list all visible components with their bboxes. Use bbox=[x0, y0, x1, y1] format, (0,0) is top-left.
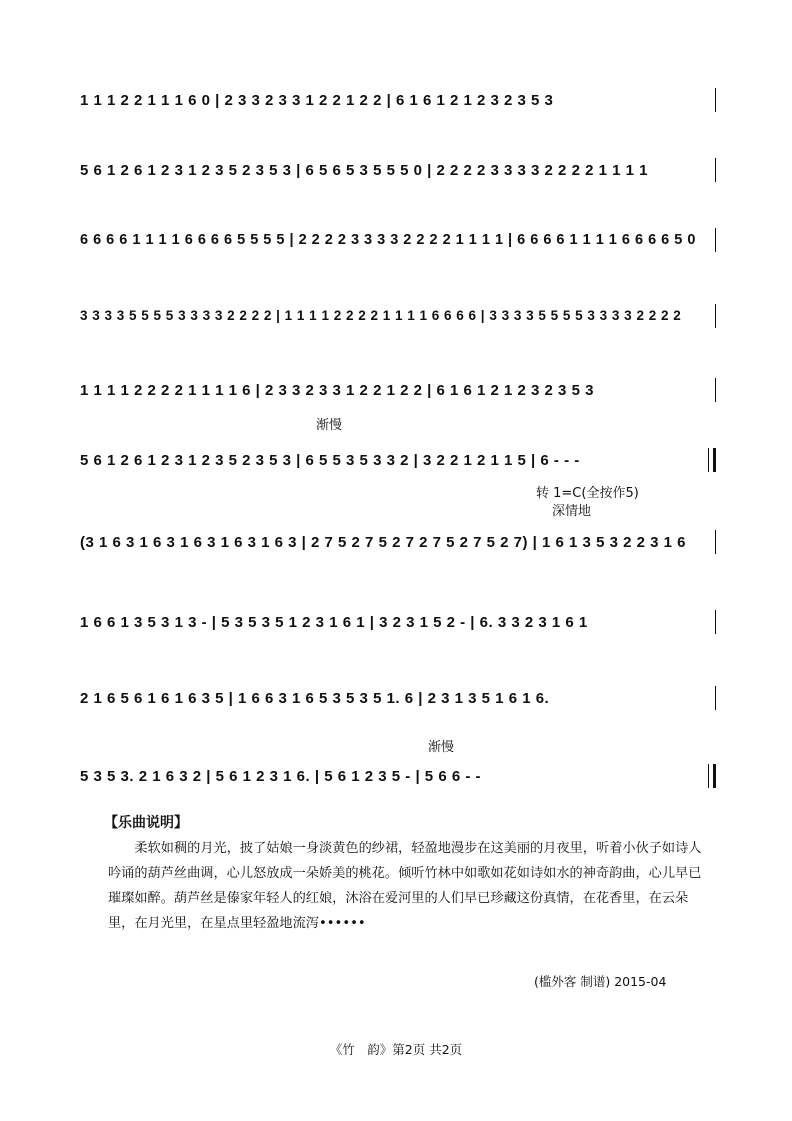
score-notes: 6 6 6 6 1 1 1 1 6 6 6 6 5 5 5 5 | 2 2 2 2 3 3 3 3 2 2 2 2 1 1 1 1 | 6 6 6 6 1 1 1 1 6 6 6 6 5 0 bbox=[80, 232, 696, 248]
score-row-5 bbox=[76, 374, 716, 414]
barline bbox=[715, 530, 716, 554]
score-notes: 1 1 1 1 2 2 2 2 1 1 1 1 6 | 2 3 3 2 3 3 1 2 2 1 2 2 | 6 1 6 1 2 1 2 3 2 3 5 3 bbox=[80, 382, 594, 399]
score-row-2 bbox=[76, 154, 716, 194]
score-row-3 bbox=[76, 224, 716, 264]
barline bbox=[715, 158, 716, 182]
tempo-marking-2: 渐慢 bbox=[428, 740, 455, 755]
score-row-4 bbox=[76, 300, 716, 340]
expression-marking: 深情地 bbox=[552, 504, 592, 519]
score-notes: 3 3 3 3 5 5 5 5 3 3 3 3 2 2 2 2 | 1 1 1 1 2 2 2 2 1 1 1 1 6 6 6 6 | 3 3 3 3 5 5 5 5 3 3 3 3 2 2 2 2 bbox=[80, 308, 682, 323]
score-notes: 1 1 1 2 2 1 1 1 6 0 | 2 3 3 2 3 3 1 2 2 1 2 2 | 6 1 6 1 2 1 2 3 2 3 5 3 bbox=[80, 92, 554, 109]
barline bbox=[715, 610, 716, 634]
tempo-marking: 渐慢 bbox=[316, 418, 343, 433]
music-description: 柔软如稠的月光，披了姑娘一身淡黄色的纱裙，轻盈地漫步在这美丽的月夜里，听着小伙子如诗人吟诵的葫芦丝曲调，心儿怒放成一朵娇美的桃花。倾听竹林中如歌如花如诗如水的神奇韵曲，心儿早已璀璨如醉。葫芦丝是傣家年轻人的红娘，沐浴在爱河里的人们早已珍藏这份真情，在花香里，在云朵里，在月光里，在星点里轻盈地流泻•••••• bbox=[108, 841, 702, 931]
score-notes: 5 6 1 2 6 1 2 3 1 2 3 5 2 3 5 3 | 6 5 5 3 5 3 3 2 | 3 2 2 1 2 1 1 5 | 6 - - - bbox=[80, 452, 580, 469]
section-title: 【乐曲说明】 bbox=[104, 815, 188, 831]
page-footer: 《竹 韵》第2页 共2页 bbox=[329, 1042, 463, 1057]
score-notes: (3 1 6 3 1 6 3 1 6 3 1 6 3 1 6 3 | 2 7 5 2 7 5 2 7 2 7 5 2 7 5 2 7) | 1 6 1 3 5 3 2 2 3 1 6 bbox=[80, 534, 686, 551]
score-row-7 bbox=[76, 526, 716, 566]
barline bbox=[715, 88, 716, 112]
barline bbox=[715, 686, 716, 710]
barline bbox=[715, 304, 716, 328]
score-row-6 bbox=[76, 444, 716, 484]
key-change: 转 1=C(全按作5) bbox=[536, 486, 639, 501]
barline bbox=[715, 228, 716, 252]
score-row-9 bbox=[76, 682, 716, 722]
arranger-credit: (槛外客 制谱) 2015-04 bbox=[534, 974, 667, 989]
score-notes: 5 6 1 2 6 1 2 3 1 2 3 5 2 3 5 3 | 6 5 6 5 3 5 5 5 0 | 2 2 2 2 3 3 3 3 2 2 2 2 1 1 1 1 bbox=[80, 162, 648, 179]
barline bbox=[715, 378, 716, 402]
score-notes: 1 6 6 1 3 5 3 1 3 - | 5 3 5 3 5 1 2 3 1 6 1 | 3 2 3 1 5 2 - | 6. 3 3 2 3 1 6 1 bbox=[80, 614, 588, 631]
score-notes: 2 1 6 5 6 1 6 1 6 3 5 | 1 6 6 3 1 6 5 3 5 3 5 1. 6 | 2 3 1 3 5 1 6 1 6. bbox=[80, 690, 550, 707]
score-notes: 5 3 5 3. 2 1 6 3 2 | 5 6 1 2 3 1 6. | 5 6 1 2 3 5 - | 5 6 6 - - bbox=[80, 768, 481, 785]
double-barline bbox=[708, 448, 716, 472]
score-row-8 bbox=[76, 606, 716, 646]
score-row-1 bbox=[76, 84, 716, 124]
final-barline bbox=[708, 764, 716, 788]
score-row-10 bbox=[76, 760, 716, 800]
